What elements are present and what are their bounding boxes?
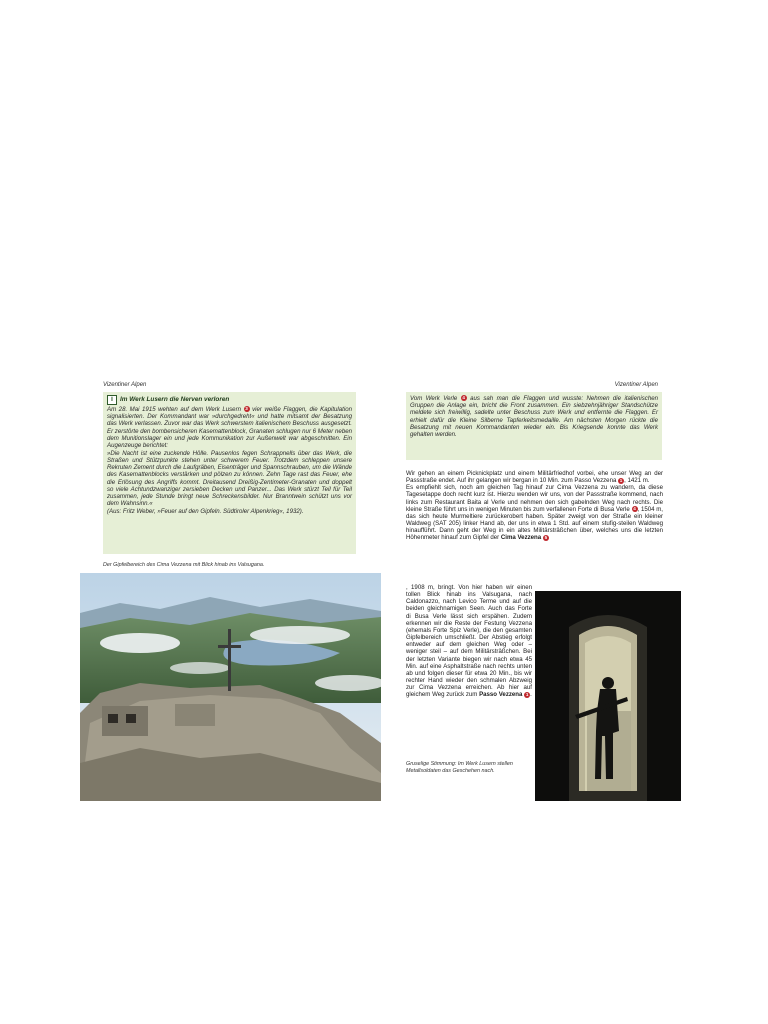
text-segment: , 1504 m, das sich heute Murmeltiere zurückerobert haben. Später zweigt von der Straße ein kleiner Waldweg (SAT 205) linker Hand ab, der uns in etwa 1 Std. auf einem stufig-steilen Waldweg hinaufführt. Dann geht der Weg in ein altes Militärsträßchen über, welches uns die letzten Höhenmeter hinauf zum Gipfel der — [406, 505, 664, 542]
info-text-segment: aus sah man die Flaggen und wusste: Nehmen die italienischen Gruppen die Anlage ein, bricht die Front zusammen. Ein siebzehnjähriger Standschütze meldete sich freiwillig, sadelte unter Beschuss zum Werk und entfernte die Flaggen. Er erhielt dafür die Kleine Silberne Tapferkeitsmedaille. Am nächsten Morgen rückte die Besatzung mit neuen Kommandanten wieder ein. Bis Kriegsende konnte das Werk gehalten werden. — [410, 395, 658, 439]
tunnel-illustration — [535, 591, 681, 801]
tunnel-photo — [535, 591, 681, 801]
info-quote: »Die Nacht ist eine zuckende Hölle. Pausenlos fegen Schrappnells über das Werk, die Straßen und Stützpunkte stehen unter schwerem Feuer. Trotzdem schleppen unsere Rekruten Zement durch die Laufgräben, Eisenträger und Spannschrauben, um die Wände des Kasemattenblocks verstärken und pölzen zu können. Zehn Tage rast das Feuer, ehe die Erlösung des Angriffs kommt. Dreitausend Dreißig-Zentimeter-Granaten und doppelt so viele Achtundzwanziger zersieben Decken und Panzer... Das Werk stürzt Teil für Teil zusammen, jede Stunde bringt neue Schreckensbilder. Nur Branntwein schützt uns vor dem Wahnsinn.« — [107, 449, 352, 508]
info-paragraph — [107, 406, 352, 449]
info-box-text — [107, 406, 352, 515]
summit-photo — [80, 573, 381, 801]
running-head: Vizentiner Alpen — [614, 382, 658, 388]
running-head: Vizentiner Alpen — [103, 382, 147, 388]
info-text-segment: Vom Werk Verle — [410, 395, 458, 402]
right-page — [384, 0, 768, 1024]
info-source: (Aus: Fritz Weber, »Feuer auf den Gipfeln. Südtiroler Alpenkrieg«, 1932). — [107, 507, 304, 515]
info-box-text — [410, 395, 658, 438]
main-text — [406, 470, 663, 542]
summit-illustration — [80, 573, 381, 801]
location-marker: 3 — [245, 406, 248, 412]
info-box-werk-verle — [406, 392, 662, 460]
main-text-narrow — [406, 584, 532, 699]
text-segment: Wir gehen an einem Picknickplatz und einem Militärfriedhof vorbei, ehe unser Weg an der Passstraße endet. Auf ihr gelangen wir bergan in 10 Min. zum Passo Vezzena — [406, 470, 663, 485]
pass-name: Passo Vezzena — [479, 691, 523, 699]
location-marker: 5 — [544, 534, 548, 540]
paragraph — [406, 484, 663, 541]
info-box-title: Im Werk Lusern die Nerven verloren — [120, 396, 230, 404]
paragraph — [406, 470, 663, 484]
text-segment: . — [530, 691, 532, 699]
location-marker: 1 — [619, 477, 623, 483]
text-segment: , 1421 m. — [624, 477, 650, 485]
photo-caption: Gruselige Stimmung: Im Werk Lusern stellen Metallsoldaten das Geschehen nach. — [406, 761, 513, 774]
location-marker: 4 — [462, 395, 465, 401]
info-box-header — [107, 395, 352, 405]
info-box-werk-lusern — [103, 392, 356, 554]
peak-name: Cima Vezzena — [500, 534, 542, 542]
info-icon: i — [107, 395, 117, 405]
info-paragraph — [410, 395, 658, 438]
location-marker: 1 — [525, 691, 529, 697]
info-text-segment: Am 28. Mai 1915 wehten auf dem Werk Lusern — [107, 406, 241, 413]
info-text-segment: vier weiße Flaggen, die Kapitulation signalisierten. Der Kommandant war »durchgedreht« und hatte mitsamt der Besatzung das Werk verlassen. Zuvor war das Werk schwerstem italienischem Beschuss ausgesetzt. Er zerstörte den bombensicheren Kasemattenblock, Granaten schlugen nur 6 Meter neben dem Munitionslager ein und jede Kommunikation zur Außenwelt war abgeschnitten. Ein Augenzeuge berichtet: — [107, 406, 353, 450]
text-segment: Es empfiehlt sich, noch am gleichen Tag hinauf zur Cima Vezzena zu wandern, da diese Tagesetappe doch recht kurz ist. Hierzu wenden wir uns, von der Passstraße kommend, nach links zum Restaurant Baita al Verle und nehmen den sich gabelnden Weg nach rechts. Die kleine Straße führt uns in wenigen Minuten bis zum verfallenen Forte di Busa Verle — [406, 484, 663, 513]
paragraph — [406, 584, 532, 699]
photo-caption: Der Gipfelbereich des Cima Vezzena mit Blick hinab ins Valsugana. — [103, 562, 265, 568]
text-segment: , 1908 m, bringt. Von hier haben wir einen tollen Blick hinab ins Valsugana, nach Caldonazzo, nach Levico Terme und auf die beiden gleichnamigen Seen. Auch das Forte di Busa Verle lässt sich erspähen. Zudem erkennen wir die Reste der Festung Vezzena (ehemals Forte Spiz Verle), die den gesamten Gipfelbereich umschließt. Der Abstieg erfolgt entweder auf dem gleichen Weg oder – weniger steil – auf dem Militärsträßchen. Bei der letzten Variante biegen wir nach etwa 45 Min. auf eine Asphaltstraße nach rechts unten ab und folgen dieser für etwa 20 Min., bis wir rechter Hand wieder den schmalen Abzweig zur Cima Vezzena erreichen. Ab hier auf gleichem Weg zurück zum — [406, 584, 532, 699]
location-marker: 4 — [633, 506, 636, 512]
